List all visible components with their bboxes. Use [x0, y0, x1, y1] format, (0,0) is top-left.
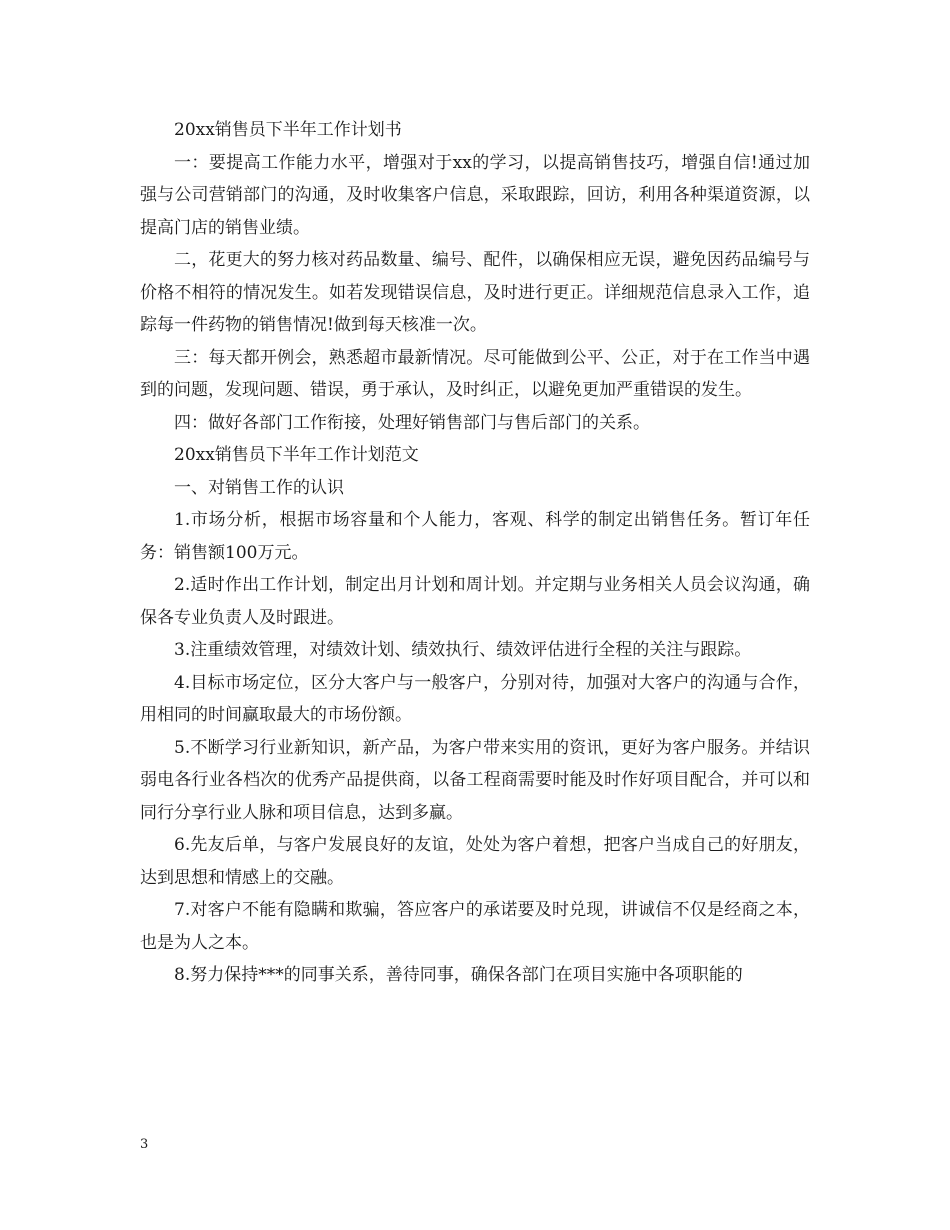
list-item-4: 4.目标市场定位，区分大客户与一般客户，分别对待，加强对大客户的沟通与合作，用相同的时间赢取最大的市场份额。 [140, 672, 810, 725]
paragraph-1: 一：要提高工作能力水平，增强对于xx的学习，以提高销售技巧，增强自信!通过加强与公司营销部门的沟通，及时收集客户信息，采取跟踪，回访，利用各种渠道资源，以提高门店的销售业绩。 [140, 152, 810, 238]
list-item-3: 3.注重绩效管理，对绩效计划、绩效执行、绩效评估进行全程的关注与跟踪。 [174, 640, 752, 660]
document-title: 20xx销售员下半年工作计划书 [174, 120, 402, 140]
list-item-7: 7.对客户不能有隐瞒和欺骗，答应客户的承诺要及时兑现，讲诚信不仅是经商之本，也是为人之本。 [140, 900, 810, 953]
list-item-2: 2.适时作出工作计划，制定出月计划和周计划。并定期与业务相关人员会议沟通，确保各专业负责人及时跟进。 [140, 575, 810, 628]
list-item-1: 1.市场分析，根据市场容量和个人能力，客观、科学的制定出销售任务。暂订年任务：销售额100万元。 [140, 510, 810, 563]
paragraph-4: 四：做好各部门工作衔接，处理好销售部门与售后部门的关系。 [174, 412, 650, 433]
paragraph-3: 三：每天都开例会，熟悉超市最新情况。尽可能做到公平、公正，对于在工作当中遇到的问题，发现问题、错误，勇于承认，及时纠正，以避免更加严重错误的发生。 [140, 347, 810, 400]
page-number: 3 [140, 1137, 149, 1152]
paragraph-2: 二，花更大的努力核对药品数量、编号、配件，以确保相应无误，避免因药品编号与价格不相符的情况发生。如若发现错误信息，及时进行更正。详细规范信息录入工作，追踪每一件药物的销售情况!做到每天核准一次。 [140, 250, 810, 335]
list-item-6: 6.先友后单，与客户发展良好的友谊，处处为客户着想，把客户当成自己的好朋友，达到思想和情感上的交融。 [140, 835, 810, 888]
list-item-8: 8.努力保持***的同事关系，善待同事，确保各部门在项目实施中各项职能的 [174, 965, 743, 985]
section-title: 20xx销售员下半年工作计划范文 [174, 445, 419, 465]
document-body [140, 114, 810, 992]
list-item-5: 5.不断学习行业新知识，新产品，为客户带来实用的资讯，更好为客户服务。并结识弱电各行业各档次的优秀产品提供商，以备工程商需要时能及时作好项目配合，并可以和同行分享行业人脉和项目信息，达到多赢。 [140, 737, 810, 823]
section-heading: 一、对销售工作的认识 [174, 477, 344, 498]
